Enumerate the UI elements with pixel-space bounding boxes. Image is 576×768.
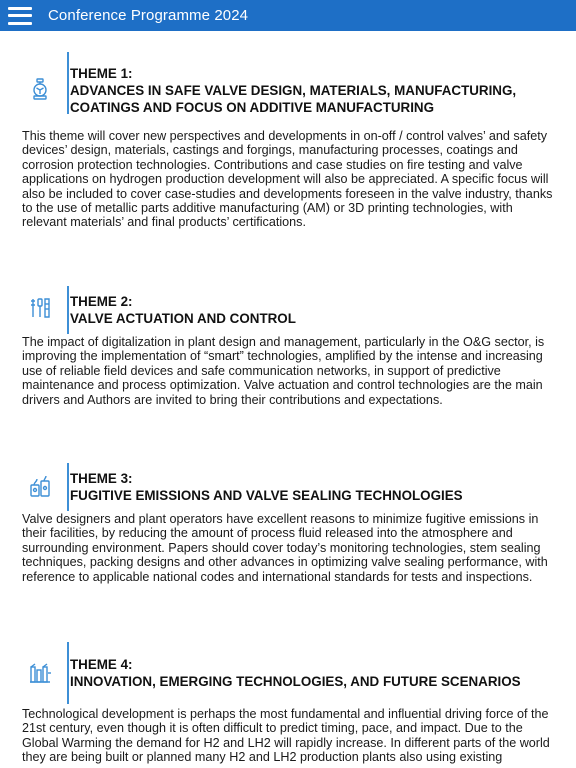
theme-number: THEME 3: (70, 471, 133, 486)
theme-heading (70, 65, 562, 116)
theme-description: This theme will cover new perspectives and developments in on-off / control valves’ and safety devices’ design, materials, castings and forgings, manufacturing processes, coatings and corrosion protection technologies. Contributions and case studies on fire testing and valve applications on hydrogen production development will also be appreciated. A specific focus will also be included to cover case-studies and developments foreseen in the valve industry, thanks to the use of metallic parts additive manufacturing (AM) or 3D printing technologies, with relevant materials’ and final products’ certifications. (22, 129, 553, 230)
page-title: Conference Programme 2024 (48, 7, 249, 24)
theme-section-3 (0, 463, 576, 593)
theme-number: THEME 2: (70, 294, 133, 309)
theme-section-2 (0, 286, 576, 416)
theme-section-1 (0, 52, 576, 242)
theme-accent-bar (67, 642, 69, 704)
theme-description: Technological development is perhaps the most fundamental and influential driving force of the 21st century, even though it is often difficult to predict timing, pace, and impact. Due to the Global Warming the demand for H2 and LH2 will rapidly increase. In different parts of the world they are being built or planned many H2 and LH2 production plants also using existing (22, 707, 550, 765)
theme-heading (70, 656, 562, 690)
hamburger-menu-icon[interactable] (8, 7, 32, 25)
theme-title: VALVE ACTUATION AND CONTROL (70, 311, 296, 326)
theme-heading (70, 470, 562, 504)
actuator-control-icon (28, 296, 52, 320)
valve-icon (28, 77, 52, 101)
app-bar (0, 0, 576, 31)
theme-heading (70, 293, 562, 327)
theme-description: The impact of digitalization in plant design and management, particularly in the O&G sector, is improving the implementation of “smart” technologies, amplified by the intense and increasing use of reliable field devices and safe communication networks, in support of predictive maintenance and process optimization. Valve actuation and control technologies are the main drivers and Authors are invited to bring their contributions and expectations. (22, 335, 545, 407)
theme-accent-bar (67, 52, 69, 114)
emissions-sealing-icon (28, 475, 52, 499)
theme-accent-bar (67, 286, 69, 334)
theme-accent-bar (67, 463, 69, 511)
theme-number: THEME 4: (70, 657, 133, 672)
theme-section-4 (0, 642, 576, 768)
theme-number: THEME 1: (70, 66, 133, 81)
theme-title: FUGITIVE EMISSIONS AND VALVE SEALING TECHNOLOGIES (70, 488, 463, 503)
theme-description: Valve designers and plant operators have excellent reasons to minimize fugitive emissions in their facilities, by reducing the amount of process fluid released into the atmosphere and surrounding environment. Papers should cover today’s monitoring technologies, stem sealing techniques, packing designs and other advances in optimizing valve sealing performance, with reference to applicable national codes and international standards for tests and inspections. (22, 512, 548, 584)
theme-title: ADVANCES IN SAFE VALVE DESIGN, MATERIALS, MANUFACTURING, COATINGS AND FOCUS ON ADDITIVE MANUFACTURING (70, 83, 517, 115)
theme-title: INNOVATION, EMERGING TECHNOLOGIES, AND FUTURE SCENARIOS (70, 674, 521, 689)
innovation-factory-icon (28, 661, 52, 685)
